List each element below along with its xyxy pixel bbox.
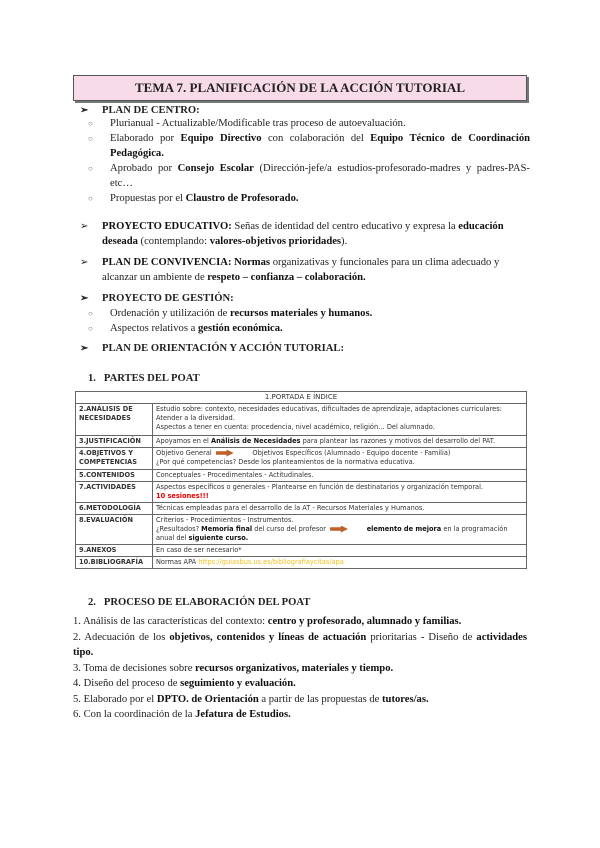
arrow-bullet-icon: ➢	[80, 221, 89, 232]
plan-orientacion-label: PLAN DE ORIENTACIÓN Y ACCIÓN TUTORIAL:	[102, 343, 345, 354]
text: 3. Toma de decisiones sobre	[73, 662, 196, 674]
content-line	[156, 414, 523, 423]
text: Aspectos relativos a	[110, 323, 198, 334]
bold-text: valores-objetivos prioridades	[209, 236, 342, 247]
content-line	[156, 423, 523, 432]
bold-text: recursos organizativos, materiales y tiempo.	[195, 662, 394, 674]
text: Aspectos a tener en cuenta: procedencia, nivel académico, religión… Del alumnado.	[156, 423, 435, 431]
plan-convivencia-text	[102, 255, 520, 285]
process-step	[73, 676, 527, 692]
proceso-list	[73, 614, 530, 723]
table-row	[76, 470, 527, 482]
bold-text: siguiente curso.	[188, 534, 249, 542]
text: Elaborado por	[110, 133, 181, 144]
bold-text: recursos materiales y humanos.	[230, 308, 373, 319]
bold-text: Normas	[234, 257, 271, 268]
bold-text: Claustro de Profesorado.	[185, 193, 299, 204]
bold-text: objetivos, contenidos y líneas de actuación	[169, 631, 367, 643]
text: Aspectos específicos o generales - Plantearse en función de destinatarios y organización temporal.	[156, 483, 484, 491]
content-line	[156, 504, 523, 513]
list-item	[110, 306, 372, 321]
table-row	[76, 482, 527, 503]
bold-text: educación deseada	[102, 221, 507, 247]
bold-text: Memoria final	[201, 525, 253, 533]
content-line	[156, 405, 523, 414]
text: 1. Análisis de las características del contexto:	[73, 616, 268, 627]
bold-text: gestión económica.	[197, 323, 283, 334]
bold-text: PLAN DE CONVIVENCIA:	[102, 257, 235, 268]
circle-bullet-icon: ○	[88, 194, 93, 203]
table-row	[76, 545, 527, 557]
row-label: 9.ANEXOS	[76, 545, 153, 557]
bold-text: seguimiento y evaluación.	[180, 678, 296, 689]
text: en la programación anual del	[156, 525, 510, 542]
text: ¿Por qué competencias? Desde los planteamientos de la normativa educativa.	[156, 458, 415, 466]
circle-bullet-icon: ○	[88, 164, 93, 173]
table-row	[76, 557, 527, 569]
text: 10 sesiones!!!	[156, 492, 209, 500]
text: Atender a la diversidad.	[156, 414, 235, 422]
text: ¿Resultados?	[156, 525, 202, 533]
process-step	[73, 661, 527, 677]
row-content	[153, 557, 527, 569]
row-content	[153, 404, 527, 436]
proyecto-educativo-text	[102, 219, 520, 249]
text: 2. Adecuación de los	[73, 631, 170, 643]
proyecto-gestion-section	[80, 291, 530, 336]
bold-text: Equipo Técnico de Coordinación Pedagógica.	[110, 133, 533, 159]
circle-bullet-icon: ○	[88, 119, 93, 128]
text: para plantear las razones y motivos del desarrollo del PAT.	[300, 437, 496, 445]
plan-orientacion-heading	[80, 343, 344, 354]
process-step	[73, 707, 527, 723]
row-content	[153, 470, 527, 482]
text: prioritarias - Diseño de	[366, 631, 477, 643]
process-step	[73, 614, 527, 630]
plan-centro-heading: PLAN DE CENTRO:	[102, 105, 200, 116]
text: con colaboración del	[261, 133, 371, 144]
row-label: 5.CONTENIDOS	[76, 470, 153, 482]
content-line	[156, 437, 523, 446]
row-label: 7.ACTIVIDADES	[76, 482, 153, 503]
text: ).	[341, 236, 348, 247]
arrow-bullet-icon: ➢	[80, 293, 89, 304]
bold-text: elemento de mejora	[366, 525, 442, 533]
text: Estudio sobre: contexto, necesidades educativas, dificultades de aprendizaje, adaptaciones curriculares:	[156, 405, 502, 413]
row-label: 2.ANÁLISIS DE NECESIDADES	[76, 404, 153, 436]
table-row	[76, 404, 527, 436]
poat-parts-table	[75, 391, 527, 569]
plan-convivencia	[80, 255, 520, 285]
row-content	[153, 545, 527, 557]
text: a partir de las propuestas de	[258, 693, 383, 705]
text: Normas APA	[156, 558, 199, 566]
row-content	[153, 503, 527, 515]
content-line	[156, 558, 523, 567]
text: Objetivo General	[156, 449, 212, 457]
arrow-right-icon	[330, 526, 348, 533]
bold-text: DPTO. de Orientación	[156, 693, 259, 705]
row-label: 8.EVALUACIÓN	[76, 515, 153, 545]
list-item	[110, 191, 299, 206]
process-step	[73, 692, 527, 708]
content-line	[156, 483, 523, 492]
row-label: 3.JUSTIFICACIÓN	[76, 436, 153, 448]
text: (Dirección-jefe/a estudios-profesorado-madres y padres-PAS-etc…	[110, 163, 530, 189]
row-label: 6.METODOLOGÍA	[76, 503, 153, 515]
text: 5. Elaborado por el	[73, 693, 157, 705]
table-header: 1.PORTADA E ÍNDICE	[76, 392, 527, 404]
text: 4. Diseño del proceso de	[73, 678, 181, 689]
proceso-heading: 2. PROCESO DE ELABORACIÓN DEL POAT	[88, 597, 311, 608]
text: 6. Con la coordinación de la	[73, 709, 196, 720]
link[interactable]: https://guiasbus.us.es/bibliografiaycitas/apa	[198, 558, 344, 566]
text: Apoyamos en el	[156, 437, 211, 445]
bold-text: Análisis de Necesidades	[210, 437, 301, 445]
proyecto-gestion-heading: PROYECTO DE GESTIÓN:	[102, 293, 234, 304]
list-item	[110, 116, 406, 131]
text: Ordenación y utilización de	[110, 308, 231, 319]
text: Propuestas por el	[110, 193, 186, 204]
table-row	[76, 515, 527, 545]
bold-text: respeto – confianza – colaboración.	[207, 272, 366, 283]
list-item	[110, 131, 533, 161]
table-row	[76, 448, 527, 470]
bold-text: Jefatura de Estudios.	[195, 709, 291, 720]
list-item	[110, 161, 530, 191]
bold-text: centro y profesorado, alumnado y familias.	[267, 616, 462, 627]
plan-centro-section	[80, 105, 533, 206]
content-line	[156, 449, 523, 458]
row-content	[153, 515, 527, 545]
text: organizativas y funcionales para un clima adecuado y alcanzar un ambiente de	[102, 257, 502, 283]
content-line	[156, 458, 523, 467]
page-title: TEMA 7. PLANIFICACIÓN DE LA ACCIÓN TUTORIAL	[73, 75, 527, 101]
circle-bullet-icon: ○	[88, 309, 93, 318]
row-label: 10.BIBLIOGRAFÍA	[76, 557, 153, 569]
circle-bullet-icon: ○	[88, 324, 93, 333]
process-step	[73, 630, 530, 661]
arrow-bullet-icon: ➢	[80, 257, 89, 268]
text: En caso de ser necesario*	[156, 546, 242, 554]
row-content	[153, 436, 527, 448]
table-header-row	[76, 392, 527, 404]
bold-text: PROYECTO EDUCATIVO:	[102, 221, 232, 232]
text: Señas de identidad del centro educativo y expresa la	[231, 221, 459, 232]
bold-text: Equipo Directivo	[180, 133, 262, 144]
bold-text: actividades tipo.	[73, 631, 530, 658]
list-item	[110, 321, 283, 336]
proyecto-educativo	[80, 219, 520, 249]
row-content	[153, 482, 527, 503]
text: Aprobado por	[110, 163, 178, 174]
text: Plurianual - Actualizable/Modificable tras proceso de autoevaluación.	[110, 118, 406, 129]
table-row	[76, 436, 527, 448]
table-row	[76, 503, 527, 515]
arrow-bullet-icon: ➢	[80, 343, 89, 354]
partes-heading: 1. PARTES DEL POAT	[88, 373, 200, 384]
text: Criterios - Procedimientos - Instrumentos.	[156, 516, 294, 524]
content-line	[156, 516, 523, 525]
content-line	[156, 471, 523, 480]
text: Objetivos Específicos (Alumnado - Equipo docente - Familia)	[237, 449, 451, 457]
content-line	[156, 546, 523, 555]
bold-text: Consejo Escolar	[177, 163, 254, 174]
text: Técnicas empleadas para el desarrollo de la AT - Recursos Materiales y Humanos.	[156, 504, 425, 512]
text	[352, 525, 367, 533]
circle-bullet-icon: ○	[88, 134, 93, 143]
content-line	[156, 492, 523, 501]
text: Conceptuales - Procedimentales - Actitudinales.	[156, 471, 314, 479]
row-label: 4.OBJETIVOS Y COMPETENCIAS	[76, 448, 153, 470]
text: (contemplando:	[137, 236, 210, 247]
text: del curso del profesor	[252, 525, 327, 533]
arrow-bullet-icon: ➢	[80, 105, 89, 116]
bold-text: tutores/as.	[382, 693, 429, 705]
arrow-right-icon	[216, 450, 234, 457]
content-line	[156, 525, 523, 543]
row-content	[153, 448, 527, 470]
